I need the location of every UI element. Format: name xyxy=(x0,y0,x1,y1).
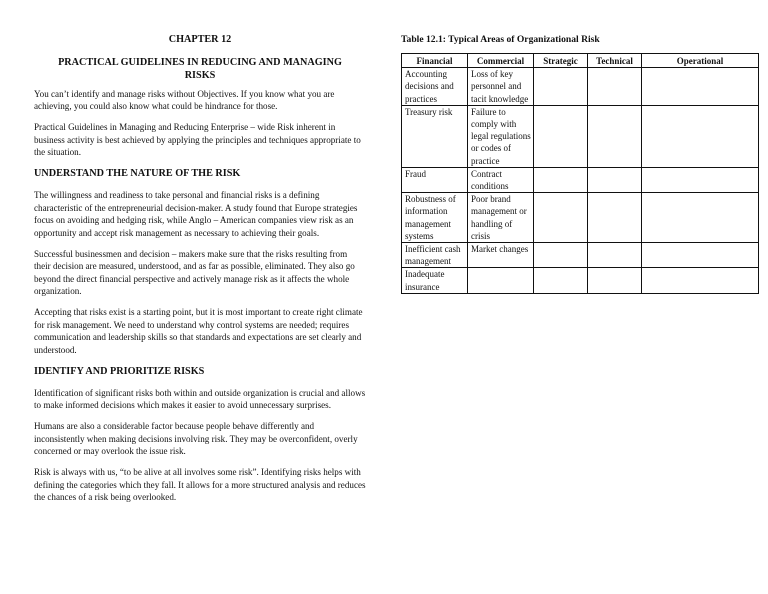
table-cell xyxy=(534,167,588,192)
table-row xyxy=(402,193,759,243)
table-cell: Loss of key personnel and tacit knowledge xyxy=(468,68,534,106)
paragraph: Identification of significant risks both within and outside organization is crucial and allows to make informed decisions which makes it easier to avoid unnecessary surprises. xyxy=(34,387,366,411)
table-cell xyxy=(588,268,642,293)
paragraph: Successful businessmen and decision – makers make sure that the risks resulting from their decision are measured, understood, and as far as possible, eliminated. They also go beyond the direct financial perspective and actively manage risk as it affects the whole organization. xyxy=(34,248,355,297)
table-row xyxy=(402,243,759,268)
table-cell xyxy=(642,105,759,167)
table-header-row xyxy=(402,54,759,68)
table-cell xyxy=(642,268,759,293)
table-cell xyxy=(534,193,588,243)
table-cell xyxy=(534,243,588,268)
table-row xyxy=(402,167,759,192)
column-header-strategic: Strategic xyxy=(534,54,588,68)
table-cell xyxy=(642,167,759,192)
table-cell xyxy=(468,268,534,293)
column-header-operational: Operational xyxy=(642,54,759,68)
section-heading-nature-of-risk: UNDERSTAND THE NATURE OF THE RISK xyxy=(34,167,241,179)
column-header-financial: Financial xyxy=(402,54,468,68)
paragraph: Humans are also a considerable factor because people behave differently and inconsistently when making decisions involving risk. They may be overconfident, overly concerned or may overlook the issue risk. xyxy=(34,421,358,457)
section-heading-identify-risks: IDENTIFY AND PRIORITIZE RISKS xyxy=(34,365,205,377)
table-cell xyxy=(642,243,759,268)
risk-areas-table xyxy=(401,53,759,294)
table-row xyxy=(402,68,759,106)
table-caption: Table 12.1: Typical Areas of Organizational Risk xyxy=(401,34,600,45)
table-cell: Failure to comply with legal regulations or codes of practice xyxy=(468,105,534,167)
table-cell: Fraud xyxy=(402,167,468,192)
table-cell xyxy=(534,268,588,293)
paragraph: The willingness and readiness to take personal and financial risks is a defining characteristic of the entrepreneurial decision-maker. A study found that Europe strategies focus on avoiding and hedging risk, while Anglo – American companies view risk as an opportunity and accept risk management as necessary to achieving their goals. xyxy=(34,189,358,238)
table-row xyxy=(402,268,759,293)
table-cell xyxy=(588,167,642,192)
intro-paragraph-2: Practical Guidelines in Managing and Reducing Enterprise – wide Risk inherent in business activity is best achieved by applying the principles and techniques appropriate to the situation. xyxy=(34,121,361,158)
table-cell xyxy=(588,193,642,243)
table-cell xyxy=(534,105,588,167)
table-cell xyxy=(642,68,759,106)
right-column xyxy=(401,34,759,294)
column-header-commercial: Commercial xyxy=(468,54,534,68)
paragraph: Risk is always with us, “to be alive at all involves some risk”. Identifying risks helps with defining the categories which they fall. It allows for a more structured analysis and reduces the chances of a risk being overlooked. xyxy=(34,466,366,503)
column-header-technical: Technical xyxy=(588,54,642,68)
table-cell xyxy=(534,68,588,106)
table-cell: Poor brand management or handling of crisis xyxy=(468,193,534,243)
table-cell: Treasury risk xyxy=(402,105,468,167)
table-cell: Inefficient cash management xyxy=(402,243,468,268)
table-cell xyxy=(588,68,642,106)
table-cell: Inadequate insurance xyxy=(402,268,468,293)
table-cell xyxy=(588,243,642,268)
paragraph: Accepting that risks exist is a starting point, but it is most important to create right climate for risk management. We need to understand why control systems are needed; requires communication and leadership skills so that standards and expectations are set clearly and understood. xyxy=(34,307,363,355)
intro-paragraph-1: You can’t identify and manage risks without Objectives. If you know what you are achieving, you could also know what could be hindrance for those. xyxy=(34,88,335,112)
left-column xyxy=(34,34,366,512)
table-cell: Market changes xyxy=(468,243,534,268)
table-cell: Accounting decisions and practices xyxy=(402,68,468,106)
table-cell: Robustness of information management systems xyxy=(402,193,468,243)
table-cell: Contract conditions xyxy=(468,167,534,192)
table-cell xyxy=(642,193,759,243)
table-row xyxy=(402,105,759,167)
table-cell xyxy=(588,105,642,167)
chapter-title: PRACTICAL GUIDELINES IN REDUCING AND MANAGING RISKS xyxy=(58,56,342,81)
chapter-number: CHAPTER 12 xyxy=(168,34,232,45)
